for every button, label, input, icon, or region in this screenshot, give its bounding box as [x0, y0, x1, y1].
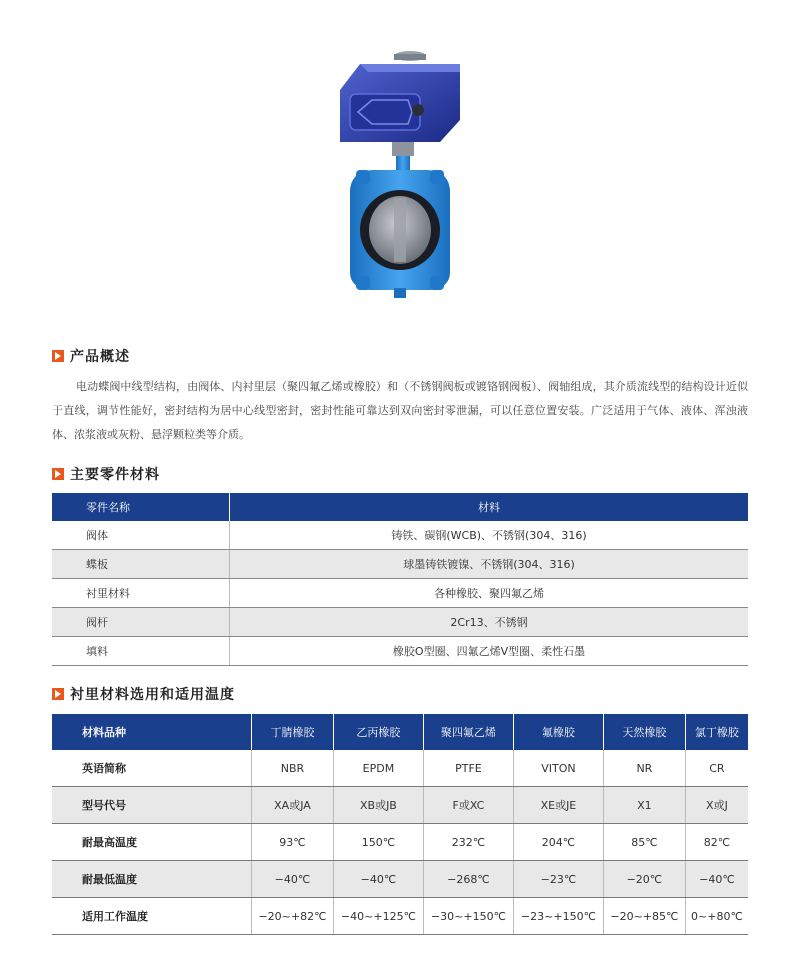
table-cell: −30~+150℃ [423, 898, 513, 935]
arrow-marker-icon [52, 468, 64, 480]
table-cell: 82℃ [685, 824, 748, 861]
row-label-cell: 耐最高温度 [52, 824, 252, 861]
table-cell: −23℃ [513, 861, 603, 898]
table-cell: 204℃ [513, 824, 603, 861]
lining-title: 衬里材料选用和适用温度 [70, 687, 235, 703]
column-header-cr: 氯丁橡胶 [685, 714, 748, 750]
row-label-cell: 适用工作温度 [52, 898, 252, 935]
parts-title: 主要零件材料 [70, 467, 160, 483]
column-header-material: 材料 [230, 493, 749, 521]
overview-section-title [52, 346, 130, 366]
overview-text: 电动蝶阀中线型结构，由阀体、内衬里层（聚四氟乙烯或橡胶）和（不锈钢阀板或镀铬钢阀板）、阀轴组成，其介质流线型的结构设计近似于直线，调节性能好，密封结构为居中心线型密封，密封性能可靠达到双向密封零泄漏，可以任意位置安装。广泛适用于气体、液体、浑浊液体、浓浆液或灰粉、悬浮颗粒类等介质。 [52, 380, 748, 441]
table-cell: −40~+125℃ [333, 898, 423, 935]
parts-material-table [52, 493, 748, 666]
overview-title: 产品概述 [70, 349, 130, 365]
table-header-row [52, 714, 748, 750]
row-label-cell: 英语简称 [52, 750, 252, 787]
parts-section-title [52, 464, 160, 484]
table-cell: 232℃ [423, 824, 513, 861]
part-name-cell: 阀杆 [52, 608, 230, 637]
table-row [52, 750, 748, 787]
table-cell: X或J [685, 787, 748, 824]
table-cell: EPDM [333, 750, 423, 787]
table-row [52, 637, 748, 666]
column-header-ptfe: 聚四氟乙烯 [423, 714, 513, 750]
lining-section-title [52, 684, 235, 704]
material-cell: 各种橡胶、聚四氟乙烯 [230, 579, 749, 608]
material-cell: 橡胶O型圈、四氟乙烯V型圈、柔性石墨 [230, 637, 749, 666]
table-cell: 0~+80℃ [685, 898, 748, 935]
table-cell: VITON [513, 750, 603, 787]
table-cell: NBR [252, 750, 334, 787]
part-name-cell: 衬里材料 [52, 579, 230, 608]
table-cell: −40℃ [333, 861, 423, 898]
column-header-nbr: 丁腈橡胶 [252, 714, 334, 750]
arrow-marker-icon [52, 688, 64, 700]
table-cell: F或XC [423, 787, 513, 824]
table-row [52, 824, 748, 861]
material-cell: 球墨铸铁镀镍、不锈钢(304、316) [230, 550, 749, 579]
column-header-epdm: 乙丙橡胶 [333, 714, 423, 750]
table-cell: XE或JE [513, 787, 603, 824]
table-cell: XB或JB [333, 787, 423, 824]
table-cell: CR [685, 750, 748, 787]
part-name-cell: 阀体 [52, 521, 230, 550]
table-row [52, 579, 748, 608]
table-row [52, 787, 748, 824]
column-header-material-type: 材料品种 [52, 714, 252, 750]
table-cell: X1 [603, 787, 685, 824]
table-header-row [52, 493, 748, 521]
table-cell: −20~+82℃ [252, 898, 334, 935]
arrow-marker-icon [52, 350, 64, 362]
table-cell: −20~+85℃ [603, 898, 685, 935]
table-cell: −40℃ [252, 861, 334, 898]
part-name-cell: 填料 [52, 637, 230, 666]
table-cell: 150℃ [333, 824, 423, 861]
table-cell: −20℃ [603, 861, 685, 898]
table-cell: −23~+150℃ [513, 898, 603, 935]
table-cell: −40℃ [685, 861, 748, 898]
column-header-part-name: 零件名称 [52, 493, 230, 521]
table-row [52, 898, 748, 935]
part-name-cell: 蝶板 [52, 550, 230, 579]
table-cell: 93℃ [252, 824, 334, 861]
column-header-viton: 氟橡胶 [513, 714, 603, 750]
column-header-nr: 天然橡胶 [603, 714, 685, 750]
table-cell: XA或JA [252, 787, 334, 824]
table-cell: −268℃ [423, 861, 513, 898]
table-cell: 85℃ [603, 824, 685, 861]
table-row [52, 521, 748, 550]
lining-material-table [52, 714, 748, 935]
table-cell: PTFE [423, 750, 513, 787]
butterfly-valve-image [320, 42, 480, 302]
table-row [52, 550, 748, 579]
row-label-cell: 耐最低温度 [52, 861, 252, 898]
table-row [52, 608, 748, 637]
table-cell: NR [603, 750, 685, 787]
material-cell: 铸铁、碳钢(WCB)、不锈钢(304、316) [230, 521, 749, 550]
row-label-cell: 型号代号 [52, 787, 252, 824]
material-cell: 2Cr13、不锈钢 [230, 608, 749, 637]
table-row [52, 861, 748, 898]
